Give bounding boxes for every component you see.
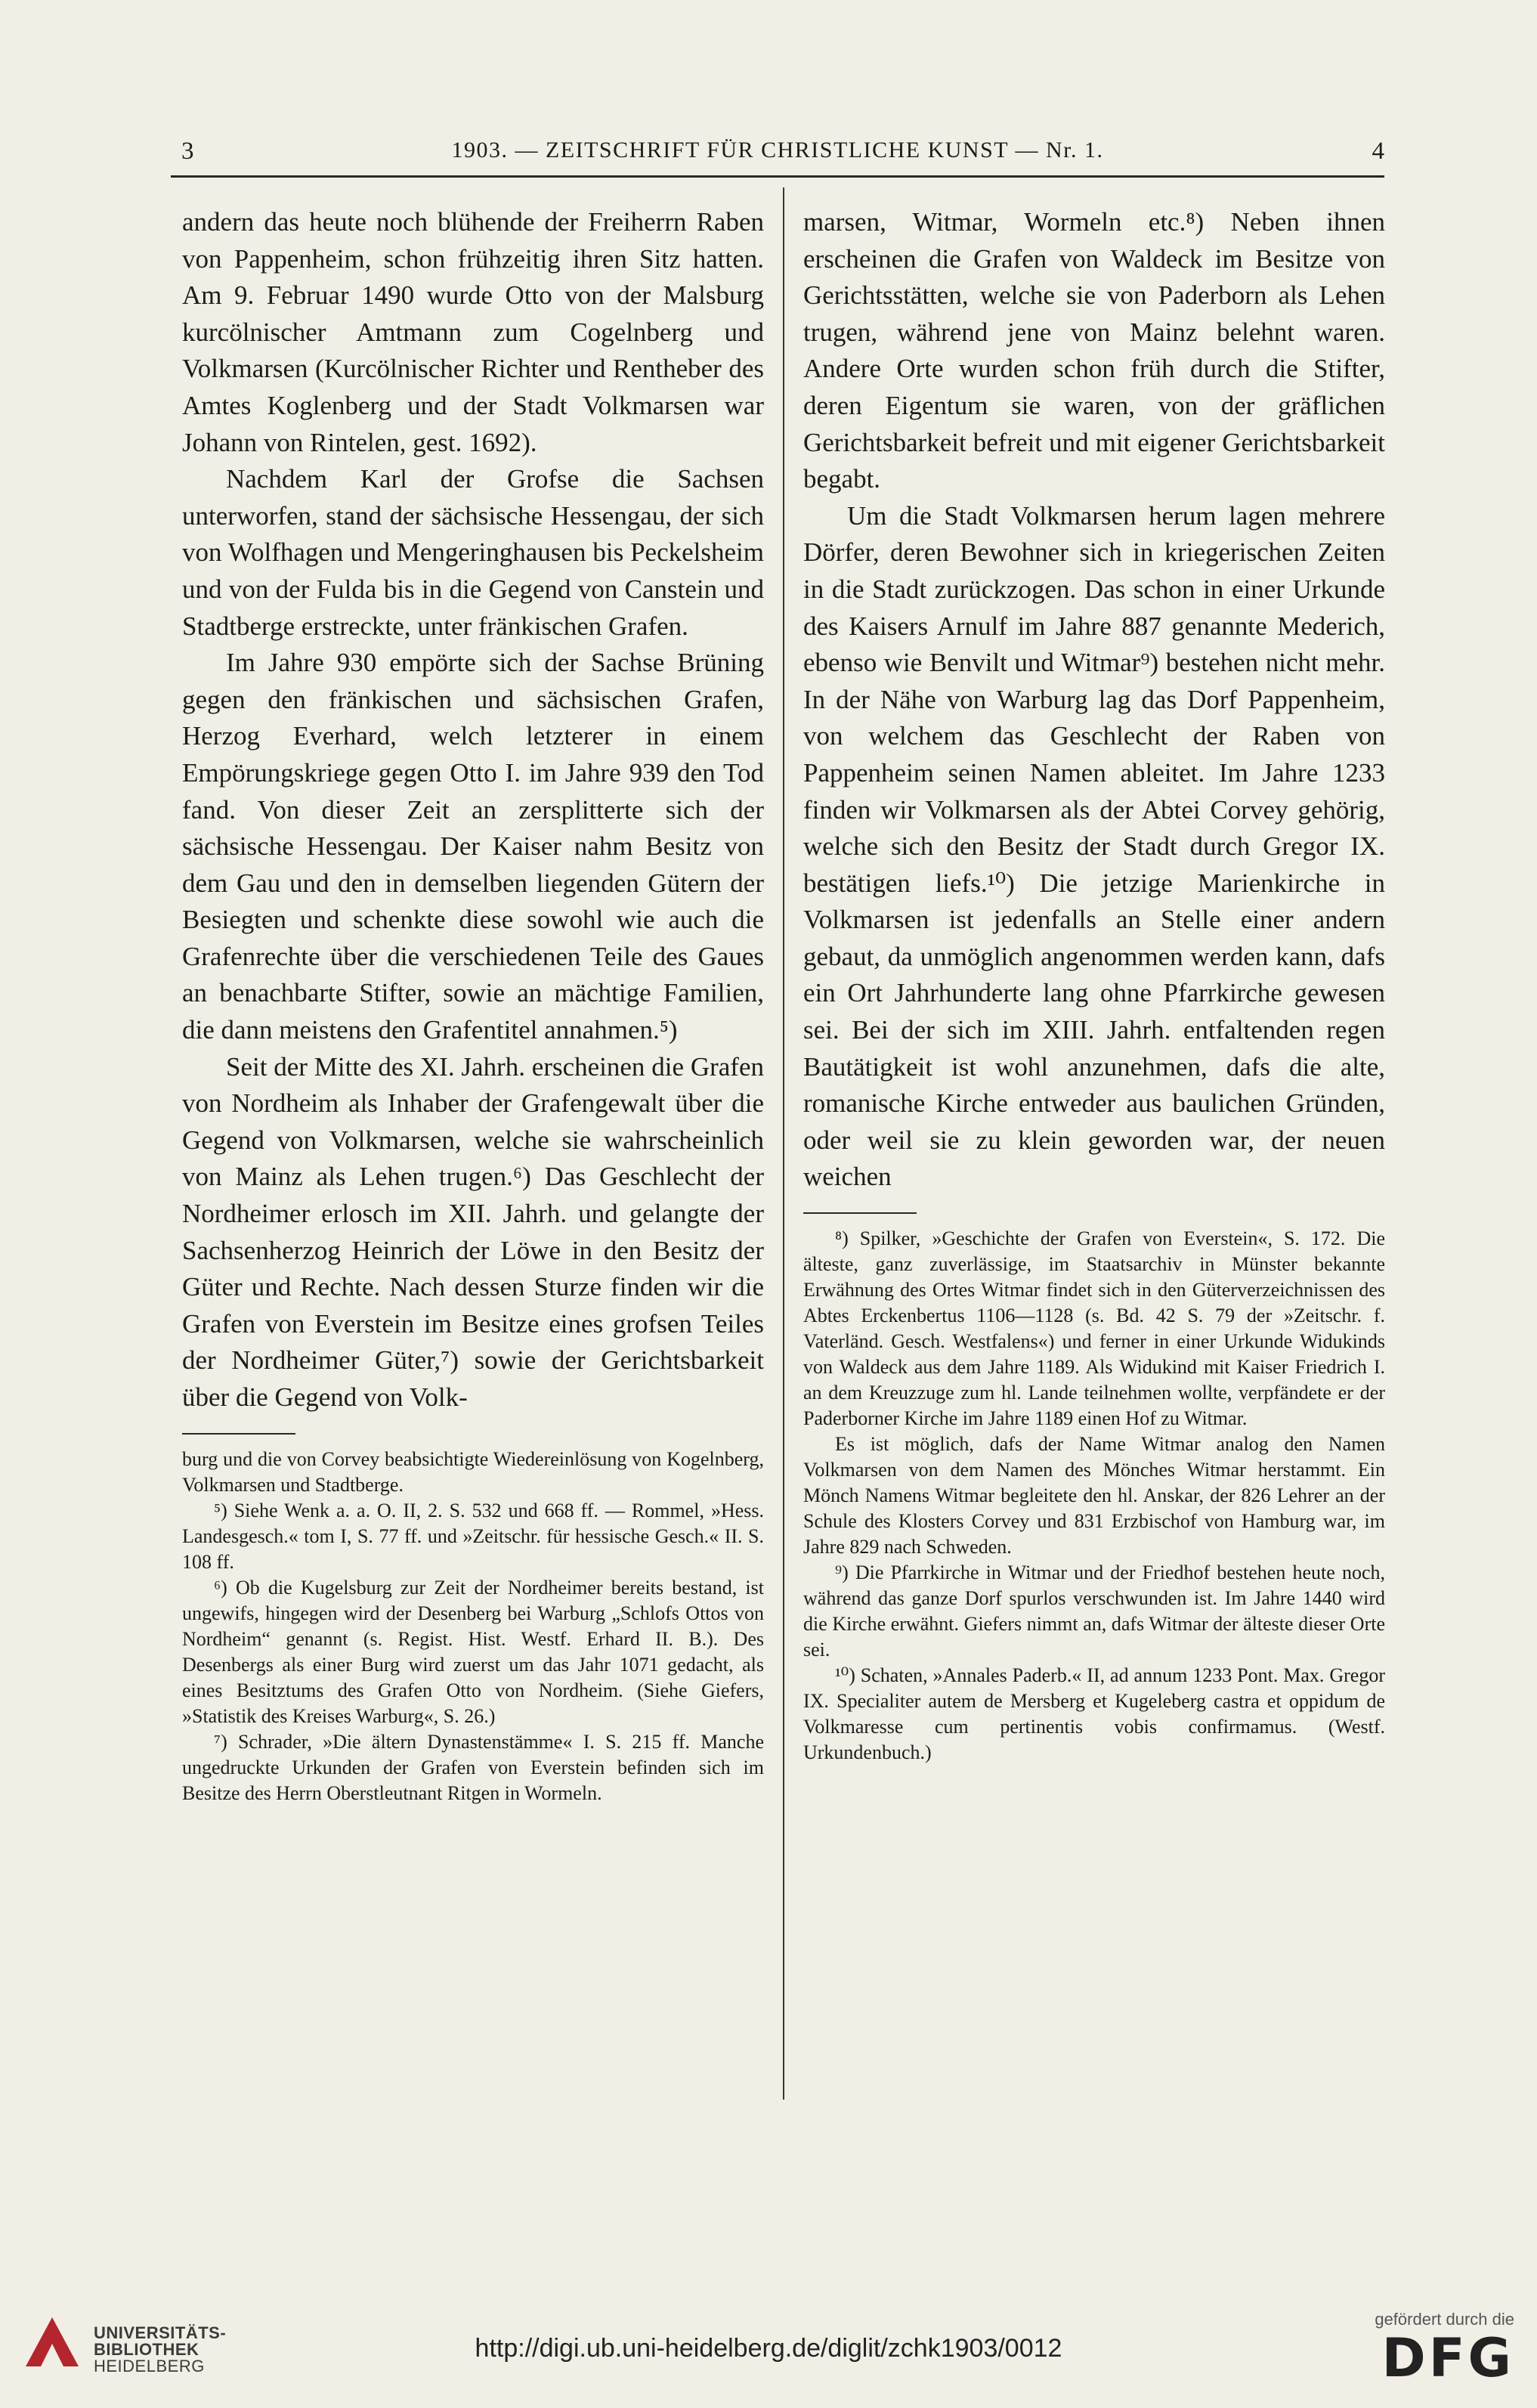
- sponsor-label: gefördert durch die: [1375, 2310, 1514, 2329]
- footnote-rule: [182, 1433, 295, 1435]
- permalink-url[interactable]: http://digi.ub.uni-heidelberg.de/diglit/zchk1903/0012: [475, 2334, 1062, 2363]
- footnote: Es ist möglich, dafs der Name Witmar analog den Namen Volkmarsen von dem Namen des Mönches Witmar herstammt. Ein Mönch Namens Witmar begleitete den hl. Anskar, der 826 Lehrer an der Schule des Klosters Corvey und 831 Erzbischof von Hamburg war, im Jahre 829 nach Schweden.: [803, 1433, 1385, 1558]
- page-number-left: 3: [181, 138, 194, 165]
- right-column: [803, 204, 1385, 1766]
- footnotes-left: [182, 1447, 764, 1806]
- footnote-rule: [803, 1212, 917, 1214]
- body-paragraph: andern das heute noch blühende der Freiherrn Raben von Pappenheim, schon frühzeitig ihren Sitz hatten. Am 9. Februar 1490 wurde Otto von der Malsburg kurcölnischer Amtmann zum Cogelnberg und Volkmarsen (Kurcölnischer Richter und Rentheber des Amtes Koglenberg und der Stadt Volkmarsen war Johann von Rintelen, gest. 1692).: [182, 207, 764, 457]
- body-paragraph: Im Jahre 930 empörte sich der Sachse Brüning gegen den fränkischen und sächsischen Grafen, Herzog Everhard, welch letzterer in einem Empörungskriege gegen Otto I. im Jahre 939 den Tod fand. Von dieser Zeit an zersplitterte sich der sächsische Hessengau. Der Kaiser nahm Besitz von dem Gau und den in demselben liegenden Gütern der Besiegten und schenkte diese sowohl wie auch die Grafenrechte über die verschiedenen Teile des Gaues an benachbarte Stifter, sowie an mächtige Familien, die dann meistens den Grafentitel annahmen.⁵): [182, 648, 764, 1045]
- page-header: [171, 138, 1384, 175]
- footnote: ⁵) Siehe Wenk a. a. O. II, 2. S. 532 und 668 ff. — Rommel, »Hess. Landesgesch.« tom I, S. 77 ff. und »Zeitschr. für hessische Gesch.« II. S. 108 ff.: [182, 1499, 764, 1573]
- viewer-footer: [0, 2283, 1537, 2408]
- body-paragraph: Nachdem Karl der Grofse die Sachsen unterworfen, stand der sächsische Hessengau, der sich von Wolfhagen und Mengeringhausen bis Peckelsheim und von der Fulda bis in die Gegend von Canstein und Stadtberge erstreckte, unter fränkischen Grafen.: [182, 464, 764, 641]
- page-number-right: 4: [1372, 138, 1384, 165]
- left-column: [182, 204, 764, 1806]
- library-name: UNIVERSITÄTS- BIBLIOTHEK HEIDELBERG: [94, 2323, 227, 2376]
- footnote: ¹⁰) Schaten, »Annales Paderb.« II, ad annum 1233 Pont. Max. Gregor IX. Specialiter autem de Mersberg et Kugeleberg castra et oppidum de Volkmaresse cum pertinentis vobis confirmamus. (Westf. Urkundenbuch.): [803, 1664, 1385, 1764]
- footnote: ⁹) Die Pfarrkirche in Witmar und der Friedhof bestehen heute noch, während das ganze Dorf spurlos verschwunden ist. Im Jahre 1440 wird die Kirche erwähnt. Giefers nimmt an, dafs Witmar der älteste dieser Orte sei.: [803, 1561, 1385, 1661]
- column-divider: [783, 187, 784, 2100]
- header-rule: [171, 175, 1384, 178]
- body-paragraph: Seit der Mitte des XI. Jahrh. erscheinen die Grafen von Nordheim als Inhaber der Grafengewalt über die Gegend von Volkmarsen, welche sie wahrscheinlich von Mainz als Lehen trugen.⁶) Das Geschlecht der Nordheimer erlosch im XII. Jahrh. und gelangte der Sachsenherzog Heinrich der Löwe in den Besitz der Güter und Rechte. Nach dessen Sturze finden wir die Grafen von Everstein im Besitze eines grofsen Teiles der Nordheimer Güter,⁷) sowie der Gerichtsbarkeit über die Gegend von Volk-: [182, 1051, 764, 1412]
- body-paragraph: marsen, Witmar, Wormeln etc.⁸) Neben ihnen erscheinen die Grafen von Waldeck im Besitze von Gerichtsstätten, welche sie von Paderborn als Lehen trugen, während jene von Mainz belehnt waren. Andere Orte wurden schon früh durch die Stifter, deren Eigentum sie waren, von der gräflichen Gerichtsbarkeit befreit und mit eigener Gerichtsbarkeit begabt.: [803, 207, 1385, 494]
- body-paragraph: Um die Stadt Volkmarsen herum lagen mehrere Dörfer, deren Bewohner sich in kriegerischen Zeiten in die Stadt zurückzogen. Das schon in einer Urkunde des Kaisers Arnulf im Jahre 887 genannte Mederich, ebenso wie Benvilt und Witmar⁹) bestehen nicht mehr. In der Nähe von Warburg lag das Dorf Pappenheim, von welchem das Geschlecht der Raben von Pappenheim seinen Namen ableitet. Im Jahre 1233 finden wir Volkmarsen als der Abtei Corvey gehörig, welche sich den Besitz der Stadt durch Gregor IX. bestätigen liefs.¹⁰) Die jetzige Marienkirche in Volkmarsen ist jedenfalls an Stelle einer andern gebaut, da unmöglich angenommen werden kann, dafs ein Ort Jahrhunderte lang ohne Pfarrkirche gewesen sei. Bei der sich im XIII. Jahrh. entfaltenden regen Bautätigkeit ist wohl anzunehmen, dafs die alte, romanische Kirche entweder aus baulichen Gründen, oder weil sie zu klein geworden war, der neuen weichen: [803, 500, 1385, 1192]
- sponsor-block: [1348, 2310, 1514, 2387]
- footnote: burg und die von Corvey beabsichtigte Wiedereinlösung von Kogelnberg, Volkmarsen und Stadtberge.: [182, 1447, 764, 1496]
- footnote: ⁸) Spilker, »Geschichte der Grafen von Everstein«, S. 172. Die älteste, ganz zuverlässige, im Staatsarchiv in Münster bekannte Erwähnung des Ortes Witmar findet sich in den Güterverzeichnissen des Abtes Erckenbertus 1106—1128 (s. Bd. 42 S. 79 der »Zeitschr. f. Vaterländ. Gesch. Westfalens«) und ferner in einer Urkunde Widukinds von Waldeck aus dem Jahre 1189. Als Widukind mit Kaiser Friedrich I. an dem Kreuzzuge zum hl. Lande teilnehmen wollte, verpfändete er der Paderborner Kirche im Jahre 1189 einen Hof zu Witmar.: [803, 1227, 1385, 1430]
- footnote: ⁷) Schrader, »Die ältern Dynastenstämme« I. S. 215 ff. Manche ungedruckte Urkunden der Grafen von Everstein befinden sich im Besitze des Herrn Oberstleutnant Ritgen in Wormeln.: [182, 1730, 764, 1804]
- dfg-logo-icon: DFG: [1381, 2327, 1514, 2389]
- footnote: ⁶) Ob die Kugelsburg zur Zeit der Nordheimer bereits bestand, ist ungewifs, hingegen wird der Desenberg bei Warburg „Schlofs Ottos von Nordheim“ genannt (s. Regist. Hist. Westf. Erhard II. B.). Des Desenbergs als einer Burg wird zuerst um das Jahr 1071 gedacht, als eines Besitztums des Grafen Otto von Nordheim. (Siehe Giefers, »Statistik des Kreises Warburg«, S. 26.): [182, 1576, 764, 1727]
- running-head: 1903. — ZEITSCHRIFT FÜR CHRISTLICHE KUNST — Nr. 1.: [451, 138, 1104, 162]
- footnotes-right: [803, 1226, 1385, 1766]
